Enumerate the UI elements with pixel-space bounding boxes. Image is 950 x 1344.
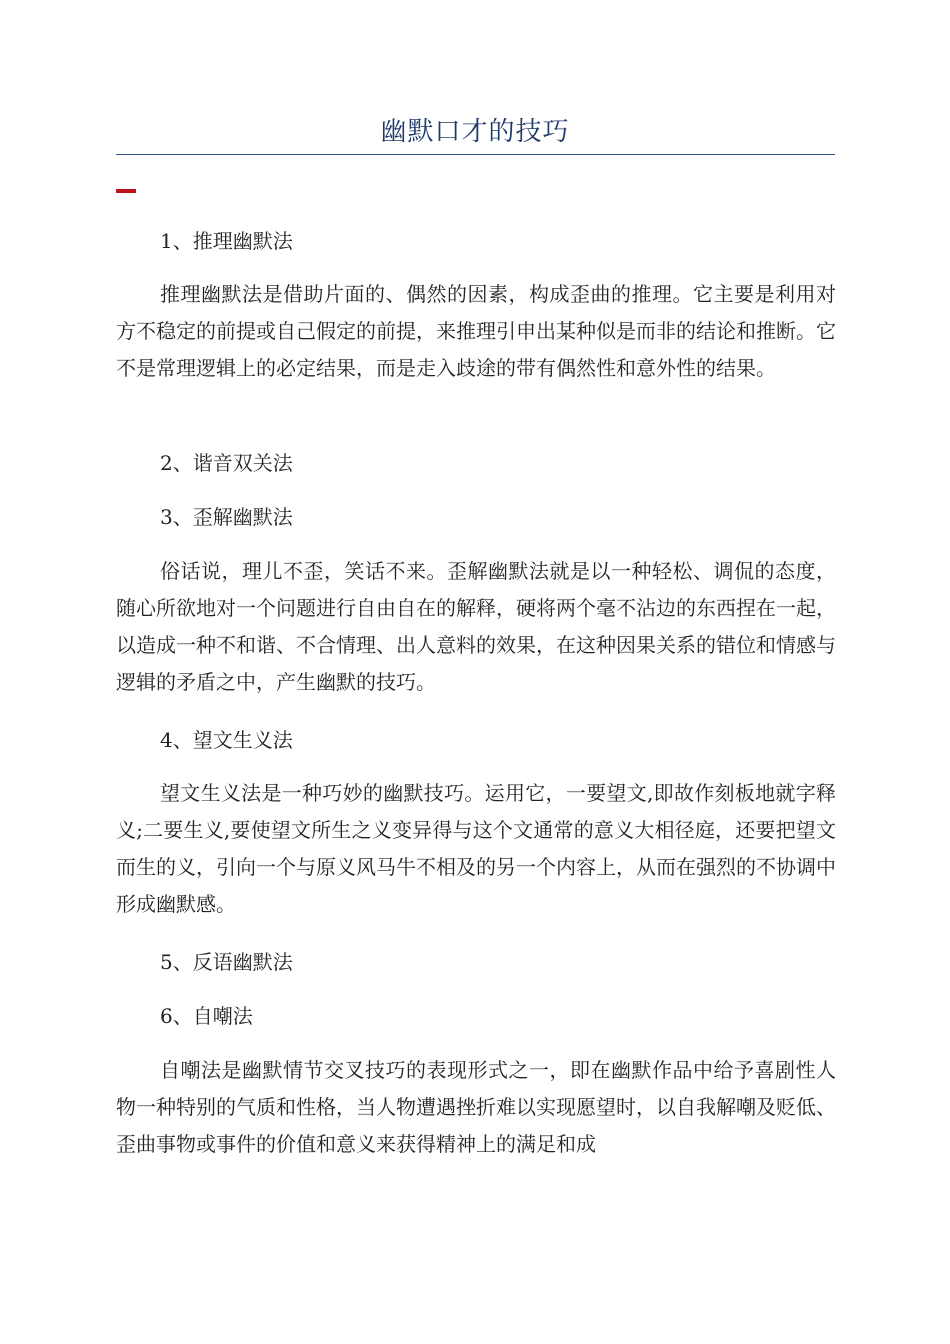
section-heading-4: 4、望文生义法 <box>160 728 293 752</box>
section-body-3: 俗话说，理儿不歪，笑话不来。歪解幽默法就是以一种轻松、调侃的态度，随心所欲地对一个问题进行自由自在的解释，硬将两个毫不沾边的东西捏在一起，以造成一种不和谐、不合情理、出人意料的效果，在这种因果关系的错位和情感与逻辑的矛盾之中，产生幽默的技巧。 <box>116 559 836 694</box>
section-heading-5: 5、反语幽默法 <box>160 950 293 974</box>
page-title: 幽默口才的技巧 <box>380 117 570 147</box>
section-heading-6: 6、自嘲法 <box>160 1004 253 1028</box>
section-heading-1: 1、推理幽默法 <box>160 229 293 253</box>
section-marker <box>116 189 136 193</box>
section-body-6: 自嘲法是幽默情节交叉技巧的表现形式之一，即在幽默作品中给予喜剧性人物一种特别的气质和性格，当人物遭遇挫折难以实现愿望时，以自我解嘲及贬低、歪曲事物或事件的价值和意义来获得精神上的满足和成 <box>116 1058 836 1156</box>
section-heading-2: 2、谐音双关法 <box>160 451 293 475</box>
section-heading-3: 3、歪解幽默法 <box>160 505 293 529</box>
section-body-4: 望文生义法是一种巧妙的幽默技巧。运用它，一要望文,即故作刻板地就字释义;二要生义,要使望文所生之义变异得与这个文通常的意义大相径庭，还要把望文而生的义，引向一个与原义风马牛不相及的另一个内容上，从而在强烈的不协调中形成幽默感。 <box>116 781 836 916</box>
title-divider <box>116 154 835 155</box>
section-body-1: 推理幽默法是借助片面的、偶然的因素，构成歪曲的推理。它主要是利用对方不稳定的前提或自己假定的前提，来推理引申出某种似是而非的结论和推断。它不是常理逻辑上的必定结果，而是走入歧途的带有偶然性和意外性的结果。 <box>116 282 836 380</box>
